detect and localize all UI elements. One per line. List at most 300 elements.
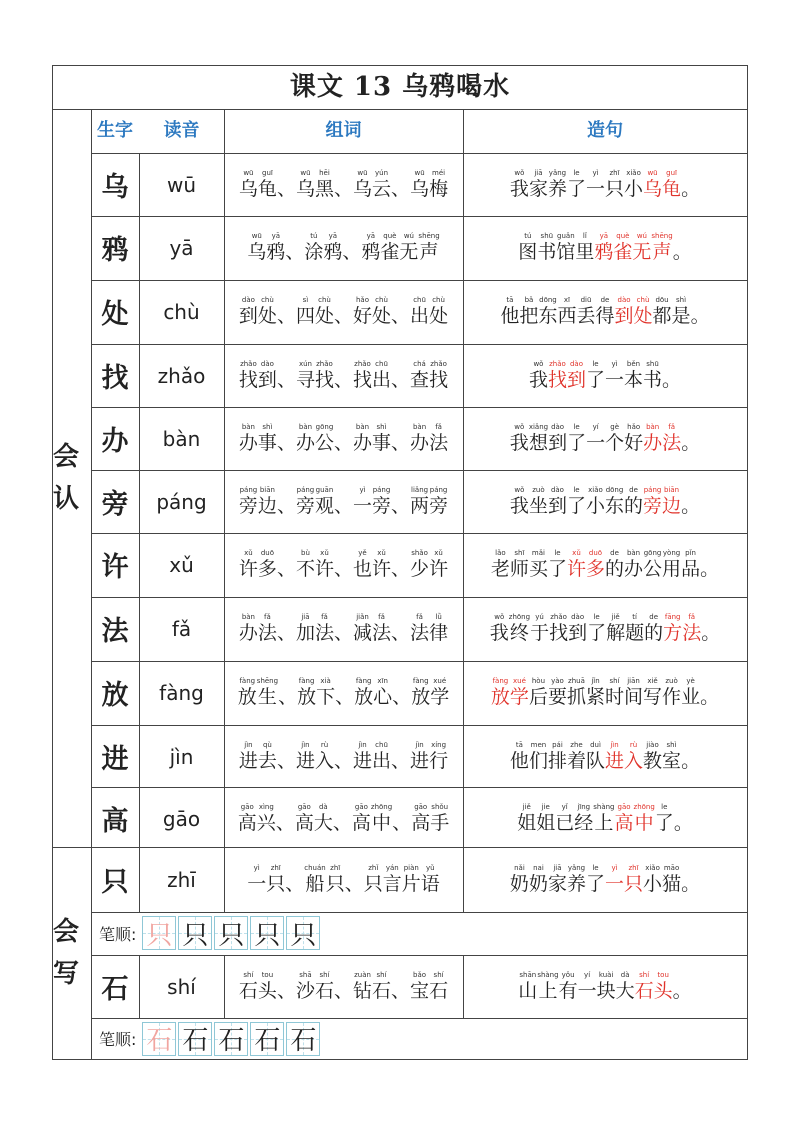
word-group (224, 216, 463, 279)
grid-line (91, 1018, 747, 1019)
punctuation: 、 (333, 495, 353, 517)
ruby-char (510, 864, 529, 895)
hanzi: 是 (671, 305, 691, 327)
ruby-char (383, 864, 402, 895)
hanzi: 到 (257, 369, 277, 391)
pinyin-annotation: jiǎn (356, 613, 369, 621)
ruby-char (296, 613, 315, 644)
hanzi: 事 (372, 432, 392, 454)
ruby-char (587, 613, 606, 644)
hanzi: 坐 (528, 495, 548, 517)
pinyin-annotation: dōu (655, 296, 669, 304)
punctuation: 、 (285, 241, 305, 263)
ruby-char (586, 486, 605, 517)
hanzi: 里 (575, 241, 595, 263)
ruby-char (632, 232, 651, 263)
hanzi: 高 (294, 812, 314, 834)
ruby-char (644, 613, 663, 644)
ruby-char (429, 296, 448, 327)
hanzi: 馆 (556, 241, 576, 263)
ruby-char (296, 169, 315, 200)
hanzi: 到 (547, 495, 567, 517)
hanzi: 了 (566, 178, 586, 200)
ruby-char (411, 677, 430, 708)
pinyin-annotation: shēng (651, 232, 673, 240)
hanzi: 高 (411, 812, 431, 834)
ruby-char (315, 360, 334, 391)
hanzi: 法 (372, 622, 392, 644)
ruby-char (682, 613, 701, 644)
hanzi: 也 (353, 558, 373, 580)
pinyin-annotation: duō (588, 549, 603, 557)
punctuation: 、 (391, 622, 411, 644)
pinyin-annotation: zhōng (370, 803, 393, 811)
pinyin-annotation: wū (251, 232, 262, 240)
hanzi: 心 (373, 686, 393, 708)
punctuation: 。 (681, 178, 701, 200)
punctuation: 。 (681, 432, 701, 454)
ruby-char (662, 423, 681, 454)
pinyin-annotation: shēng (256, 677, 279, 685)
table-row (91, 153, 747, 216)
ruby-char (615, 296, 634, 327)
ruby-char (239, 741, 258, 772)
hanzi: 找 (353, 369, 373, 391)
ruby-char (548, 169, 567, 200)
hanzi: 个 (605, 432, 625, 454)
grid-line (463, 955, 464, 1018)
pinyin-annotation: wū (300, 169, 311, 177)
new-character: 进 (101, 744, 129, 775)
ruby-char (399, 232, 418, 263)
hanzi: 法 (662, 432, 682, 454)
hanzi: 紧 (585, 686, 605, 708)
hanzi: 东 (605, 495, 625, 517)
pinyin-annotation: páng (429, 486, 448, 494)
hanzi: 鸦 (323, 241, 343, 263)
ruby-char (605, 360, 624, 391)
hanzi: 我 (528, 369, 548, 391)
ruby-char (258, 971, 277, 1002)
hanzi: 找 (238, 369, 258, 391)
hanzi: 他 (500, 305, 520, 327)
hanzi: 图 (518, 241, 538, 263)
pronunciation: xǔ (169, 552, 194, 577)
ruby-char (239, 549, 258, 580)
pinyin-annotation: dà (620, 971, 630, 979)
ruby-char (567, 677, 586, 708)
ruby-char (500, 296, 519, 327)
grid-line (91, 533, 747, 534)
ruby-char (239, 296, 258, 327)
pinyin-annotation: páng (372, 486, 391, 494)
ruby-char (353, 360, 372, 391)
word-group (224, 725, 463, 788)
hanzi: 解 (606, 622, 626, 644)
pinyin-annotation: bàn (646, 423, 660, 431)
ruby-char (537, 971, 558, 1002)
ruby-char (353, 169, 372, 200)
pinyin-annotation: rù (629, 741, 638, 749)
hanzi: 本 (624, 369, 644, 391)
pinyin-annotation: jìn (301, 741, 310, 749)
ruby-char (643, 360, 662, 391)
pinyin-annotation: zhǎo (354, 360, 371, 368)
ruby-char (605, 864, 624, 895)
pinyin-annotation: xīn (377, 677, 388, 685)
hanzi: 旁 (429, 495, 449, 517)
ruby-char (662, 741, 681, 772)
hanzi: 好 (353, 305, 373, 327)
pinyin-annotation: fǎ (416, 613, 423, 621)
hanzi: 声 (652, 241, 672, 263)
pinyin-annotation: yòng (662, 549, 681, 557)
ruby-char (372, 296, 391, 327)
ruby-char (586, 549, 605, 580)
ruby-char (418, 232, 439, 263)
hanzi: 石 (372, 980, 392, 1002)
pinyin-annotation: zhǎo (316, 360, 333, 368)
lesson-table (52, 65, 748, 1060)
hanzi: 高 (614, 812, 634, 834)
punctuation: 、 (332, 812, 352, 834)
pinyin-annotation: bàn (355, 423, 370, 431)
hanzi: 养 (547, 178, 567, 200)
ruby-char (605, 423, 624, 454)
pinyin-annotation: tí (632, 613, 637, 621)
pinyin-annotation: lǜ (435, 613, 442, 621)
hanzi: 排 (547, 750, 567, 772)
hanzi: 到 (566, 369, 586, 391)
ruby-char (518, 232, 537, 263)
pinyin-annotation: jīng (577, 803, 591, 811)
hanzi: 到 (568, 622, 588, 644)
hanzi: 鸦 (361, 241, 381, 263)
ruby-char (616, 971, 635, 1002)
punctuation: 、 (392, 812, 412, 834)
hanzi: 鸦 (594, 241, 614, 263)
stroke-order-shi (91, 1018, 747, 1059)
pinyin-annotation: bǎ (524, 296, 534, 304)
pinyin-annotation: dào (551, 423, 565, 431)
ruby-char (247, 864, 266, 895)
table-row (91, 470, 747, 533)
punctuation: 、 (333, 558, 353, 580)
word-group (224, 955, 463, 1018)
hanzi: 小 (624, 178, 644, 200)
pinyin-annotation: nǎi (514, 864, 525, 872)
pinyin-annotation: yú (535, 613, 544, 621)
pinyin-annotation: zhī (628, 864, 639, 872)
pinyin-annotation: yì (253, 864, 260, 872)
pinyin-annotation: wú (403, 232, 414, 240)
pinyin-annotation: chū (375, 360, 388, 368)
pinyin-annotation: shàng (593, 803, 615, 811)
example-sentence (463, 533, 747, 596)
ruby-char (315, 169, 334, 200)
ruby-char (429, 613, 448, 644)
hanzi: 律 (429, 622, 449, 644)
pronunciation: bàn (162, 426, 201, 451)
hanzi: 法 (682, 622, 702, 644)
hanzi: 多 (585, 558, 605, 580)
hanzi: 找 (549, 622, 569, 644)
punctuation: 、 (391, 750, 411, 772)
pinyin-annotation: xíng (431, 741, 447, 749)
punctuation: 、 (275, 812, 295, 834)
pinyin-annotation: shū (646, 360, 659, 368)
hanzi: 石 (429, 980, 449, 1002)
pinyin-annotation: le (554, 549, 561, 557)
pinyin-annotation: bàn (412, 423, 427, 431)
punctuation: 、 (333, 178, 353, 200)
hanzi: 学 (509, 686, 529, 708)
pinyin-annotation: fàng (298, 677, 315, 685)
ruby-char (594, 232, 613, 263)
ruby-char (663, 613, 682, 644)
ruby-char (258, 169, 277, 200)
hanzi: 沙 (295, 980, 315, 1002)
ruby-char (605, 677, 624, 708)
ruby-char (410, 741, 429, 772)
ruby-char (643, 169, 662, 200)
pinyin-annotation: shí (376, 971, 387, 979)
hanzi: 语 (420, 873, 440, 895)
example-sentence (463, 725, 747, 788)
pinyin-annotation: wū (647, 169, 658, 177)
pinyin-annotation: dōng (605, 486, 624, 494)
hanzi: 进 (353, 750, 373, 772)
hanzi: 雀 (613, 241, 633, 263)
ruby-char (315, 741, 334, 772)
punctuation: 。 (673, 812, 693, 834)
hanzi: 养 (566, 873, 586, 895)
ruby-char (257, 803, 276, 834)
hanzi: 上 (538, 980, 558, 1002)
punctuation: 。 (681, 495, 701, 517)
ruby-char (429, 423, 448, 454)
hanzi: 一 (585, 178, 605, 200)
stroke-label: 笔顺: (99, 924, 137, 944)
hanzi: 查 (410, 369, 430, 391)
punctuation: 、 (276, 558, 296, 580)
punctuation: 、 (391, 369, 411, 391)
pinyin-annotation: mǎi (531, 549, 545, 557)
word-group (224, 597, 463, 660)
example-sentence (463, 280, 747, 343)
pronunciation: fàng (159, 680, 204, 705)
hanzi: 一 (605, 369, 625, 391)
pinyin-annotation: gāo (240, 803, 254, 811)
hanzi: 教 (643, 750, 663, 772)
pinyin-annotation: lǐ (582, 232, 587, 240)
pronunciation: jìn (169, 744, 194, 769)
hanzi: 行 (429, 750, 449, 772)
hanzi: 着 (566, 750, 586, 772)
pinyin-annotation: dào (550, 486, 564, 494)
punctuation: 、 (333, 750, 353, 772)
hanzi: 进 (238, 750, 258, 772)
ruby-char (578, 971, 597, 1002)
example-sentence (463, 407, 747, 470)
pinyin-annotation: wǒ (514, 169, 525, 177)
pinyin-annotation: hǎo (627, 423, 641, 431)
hanzi: 出 (372, 369, 392, 391)
ruby-char (421, 864, 440, 895)
hanzi: 石 (634, 980, 654, 1002)
hanzi: 无 (632, 241, 652, 263)
ruby-char (586, 677, 605, 708)
pinyin-annotation: tú (524, 232, 532, 240)
hanzi: 鸦 (266, 241, 286, 263)
hanzi: 得 (595, 305, 615, 327)
ruby-char (430, 803, 449, 834)
pronunciation: páng (156, 489, 207, 514)
hanzi: 法 (410, 622, 430, 644)
ruby-char (410, 169, 429, 200)
example-sentence (463, 955, 747, 1018)
pinyin-annotation: wǒ (494, 613, 505, 621)
grid-line (53, 847, 747, 848)
ruby-char (605, 486, 624, 517)
punctuation: 、 (276, 369, 296, 391)
pinyin-annotation: duō (260, 549, 275, 557)
section-recognize-label: 会认 (53, 442, 80, 514)
punctuation: 、 (276, 305, 296, 327)
ruby-char (624, 741, 643, 772)
hanzi: 龟 (662, 178, 682, 200)
ruby-char (559, 971, 578, 1002)
word-group (224, 848, 463, 911)
pinyin-annotation: yì (359, 486, 366, 494)
hanzi: 钻 (353, 980, 373, 1002)
ruby-char (509, 613, 530, 644)
pronunciation: zhǎo (157, 363, 206, 388)
ruby-char (653, 296, 672, 327)
ruby-char (548, 549, 567, 580)
hanzi: 小 (643, 873, 663, 895)
example-sentence (463, 848, 747, 911)
ruby-char (593, 803, 614, 834)
pinyin-annotation: hǎo (356, 296, 370, 304)
hanzi: 乌 (238, 178, 258, 200)
pinyin-annotation: pái (552, 741, 563, 749)
pronunciation: yā (169, 235, 194, 260)
ruby-char (605, 549, 624, 580)
pinyin-annotation: xiě (647, 677, 658, 685)
pinyin-annotation: gāo (617, 803, 631, 811)
pinyin-annotation: què (383, 232, 397, 240)
pinyin-annotation: xià (320, 677, 331, 685)
pinyin-annotation: le (573, 169, 580, 177)
hanzi: 中 (634, 812, 654, 834)
hanzi: 有 (558, 980, 578, 1002)
ruby-char (295, 803, 314, 834)
pinyin-annotation: gè (610, 423, 619, 431)
ruby-char (315, 486, 334, 517)
pronunciation: fǎ (171, 616, 192, 641)
hanzi: 只 (605, 178, 625, 200)
pinyin-annotation: biān (259, 486, 275, 494)
hanzi: 用 (662, 558, 682, 580)
ruby-char (518, 971, 537, 1002)
hanzi: 的 (644, 622, 664, 644)
hanzi: 只 (266, 873, 286, 895)
pinyin-annotation: shàng (537, 971, 559, 979)
pinyin-annotation: de (610, 549, 619, 557)
hanzi: 加 (295, 622, 315, 644)
hanzi: 经 (574, 812, 594, 834)
table-row (91, 216, 747, 279)
ruby-char (575, 232, 594, 263)
hanzi: 找 (429, 369, 449, 391)
hanzi: 办 (353, 432, 373, 454)
hanzi: 姐 (536, 812, 556, 834)
ruby-char (510, 486, 529, 517)
hanzi: 法 (429, 432, 449, 454)
pinyin-annotation: wǒ (514, 486, 525, 494)
pinyin-annotation: jǐn (591, 677, 600, 685)
hanzi: 已 (555, 812, 575, 834)
hanzi: 的 (605, 558, 625, 580)
hanzi: 间 (624, 686, 644, 708)
hanzi: 办 (238, 432, 258, 454)
ruby-char (567, 549, 586, 580)
grid-line (91, 109, 92, 1059)
pinyin-annotation: xué (512, 677, 526, 685)
hanzi: 了 (654, 812, 674, 834)
pinyin-annotation: yè (686, 677, 695, 685)
ruby-char (681, 677, 700, 708)
hanzi: 不 (295, 558, 315, 580)
ruby-char (239, 360, 258, 391)
hanzi: 头 (653, 980, 673, 1002)
table-row (91, 955, 747, 1018)
hanzi: 想 (528, 432, 548, 454)
ruby-char (634, 803, 655, 834)
pinyin-annotation: xiǎo (626, 169, 641, 177)
pinyin-annotation: piàn (403, 864, 419, 872)
pinyin-annotation: shí (639, 971, 650, 979)
stroke-step: 石 (142, 1022, 176, 1056)
ruby-char (643, 864, 662, 895)
pinyin-annotation: tā (515, 741, 523, 749)
ruby-char (326, 864, 345, 895)
punctuation: 、 (333, 369, 353, 391)
new-character: 处 (101, 299, 129, 330)
pinyin-annotation: le (592, 360, 599, 368)
hanzi: 处 (257, 305, 277, 327)
ruby-char (402, 864, 421, 895)
ruby-char (530, 613, 549, 644)
ruby-char (681, 549, 700, 580)
hanzi: 我 (509, 432, 529, 454)
punctuation: 。 (681, 750, 701, 772)
section-recognize (53, 109, 91, 847)
hanzi: 办 (238, 622, 258, 644)
hanzi: 旁 (295, 495, 315, 517)
ruby-char (316, 677, 335, 708)
ruby-char (352, 803, 371, 834)
ruby-char (410, 360, 429, 391)
pinyin-annotation: sì (302, 296, 309, 304)
pinyin-annotation: yí (592, 423, 599, 431)
hanzi: 块 (596, 980, 616, 1002)
word-group (224, 344, 463, 407)
pinyin-annotation: shā (299, 971, 312, 979)
pinyin-annotation: fǎ (435, 423, 442, 431)
pinyin-annotation: wū (414, 169, 425, 177)
